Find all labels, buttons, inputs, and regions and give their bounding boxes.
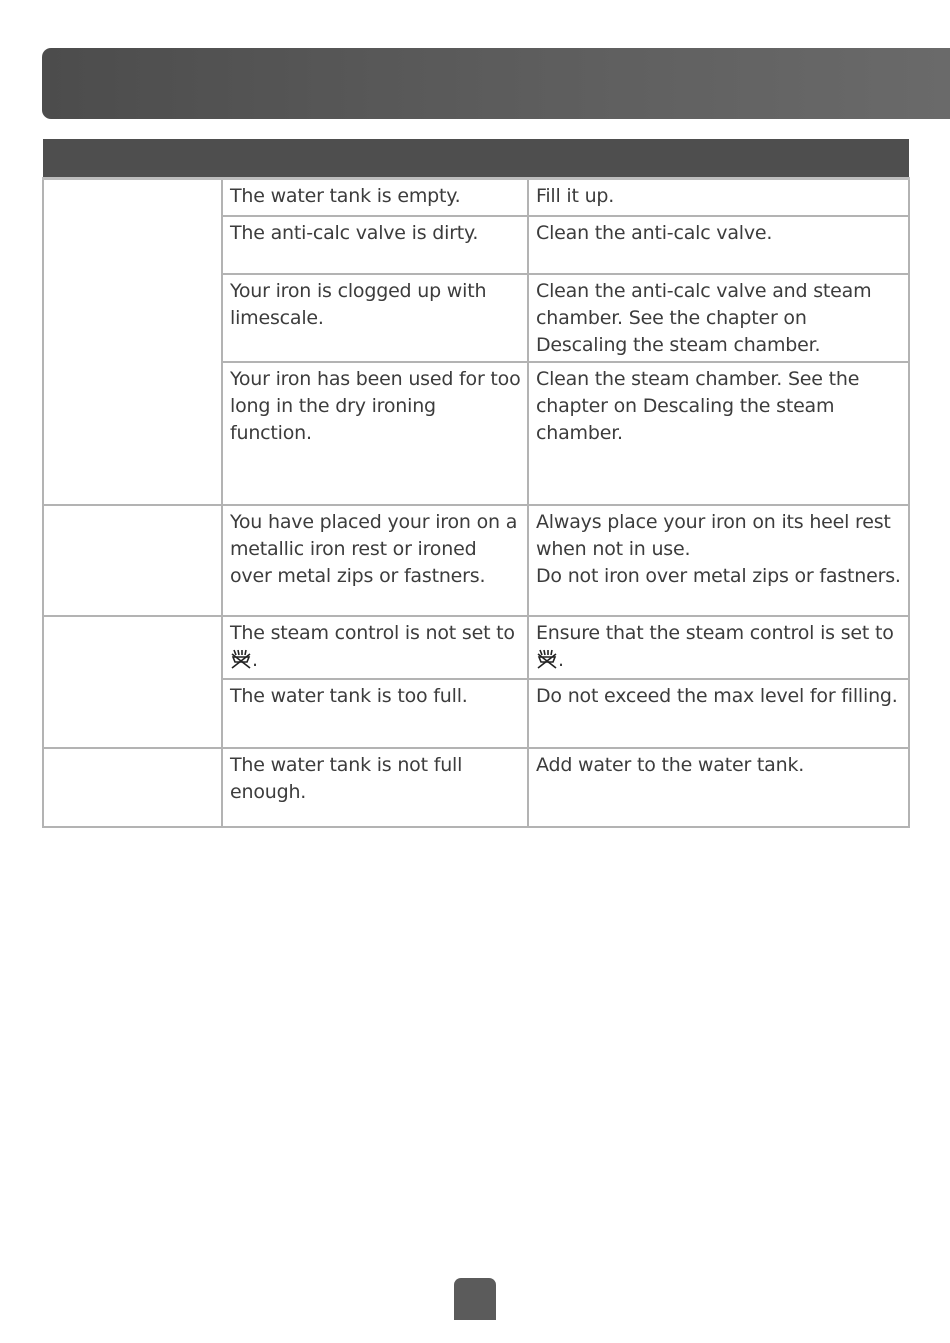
problem-cell <box>43 616 222 748</box>
cause-cell: The water tank is too full. <box>222 679 528 748</box>
solution-cell: Ensure that the steam control is set to . <box>528 616 909 679</box>
problem-cell <box>43 748 222 827</box>
solution-cell: Clean the steam chamber. See the chapter on Descaling the steam chamber. <box>528 362 909 505</box>
header-cell-solution <box>528 139 909 179</box>
problem-cell <box>43 179 222 505</box>
solution-cell: Do not exceed the max level for filling. <box>528 679 909 748</box>
table-row <box>43 616 909 679</box>
solution-cell: Clean the anti-calc valve and steam chamber. See the chapter on Descaling the steam chamber. <box>528 274 909 362</box>
page-number-tab <box>454 1278 496 1320</box>
table-row <box>43 748 909 827</box>
solution-cell: Add water to the water tank. <box>528 748 909 827</box>
table-header-row <box>43 139 909 179</box>
table-row <box>43 505 909 616</box>
table-row <box>43 179 909 216</box>
cause-cell: The water tank is empty. <box>222 179 528 216</box>
cause-cell: The water tank is not full enough. <box>222 748 528 827</box>
solution-cell <box>528 505 909 616</box>
solution-cell: Fill it up. <box>528 179 909 216</box>
cause-cell: Your iron has been used for too long in the dry ironing function. <box>222 362 528 505</box>
cause-cell: The steam control is not set to . <box>222 616 528 679</box>
steam-setting-icon <box>230 648 252 678</box>
solution-cell: Clean the anti-calc valve. <box>528 216 909 274</box>
cause-cell: Your iron is clogged up with limescale. <box>222 274 528 362</box>
section-title-bar <box>42 48 950 119</box>
problem-cell <box>43 505 222 616</box>
solution-line: Do not iron over metal zips or fastners. <box>536 564 901 587</box>
header-cell-problem <box>43 139 222 179</box>
troubleshooting-table <box>42 139 910 828</box>
cause-text: The steam control is not set to <box>230 621 515 644</box>
cause-cell: The anti-calc valve is dirty. <box>222 216 528 274</box>
steam-setting-icon <box>536 648 558 678</box>
cause-cell: You have placed your iron on a metallic iron rest or ironed over metal zips or fastners. <box>222 505 528 616</box>
solution-text: Ensure that the steam control is set to <box>536 621 894 644</box>
solution-line: Always place your iron on its heel rest when not in use. <box>536 510 891 560</box>
header-cell-cause <box>222 139 528 179</box>
